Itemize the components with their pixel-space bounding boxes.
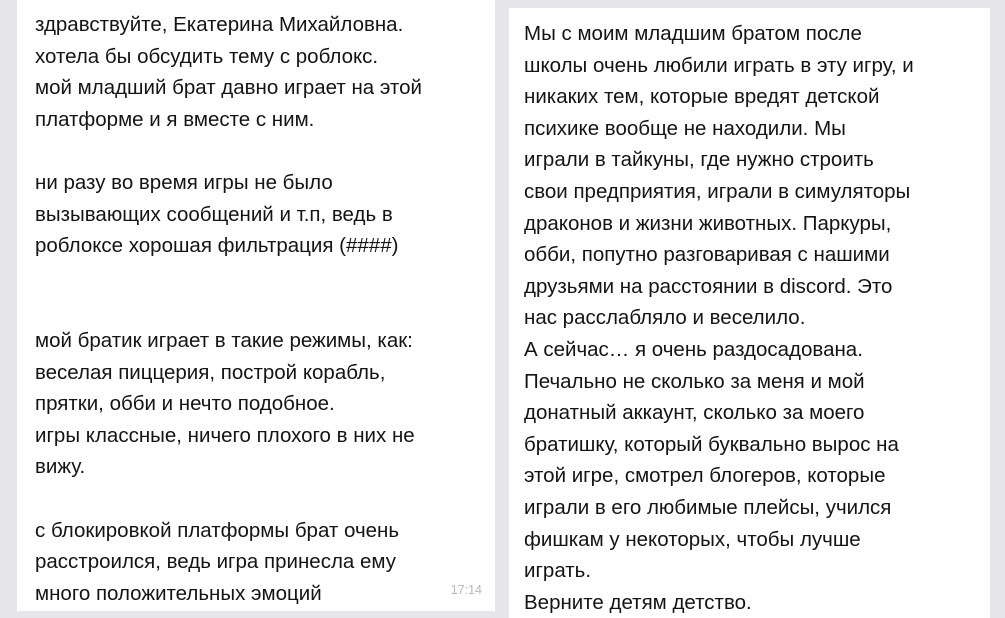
message-line: вызывающих сообщений и т.п, ведь в	[35, 202, 393, 226]
message-line-blank	[35, 262, 485, 294]
message-line: расстроился, ведь игра принесла ему	[35, 550, 396, 574]
message-line: мой младший брат давно играет на этой	[35, 76, 422, 100]
message-line: никаких тем, которые вредят детской	[524, 85, 880, 109]
message-line: много положительных эмоций	[35, 581, 322, 605]
message-line: обби, попутно разговаривая с нашими	[524, 243, 890, 267]
message-line: ни разу во время игры не было	[35, 170, 333, 194]
message-line: школы очень любили играть в эту игру, и	[524, 53, 914, 77]
message-line: играть.	[524, 559, 592, 583]
message-line: веселая пиццерия, построй корабль,	[35, 360, 386, 384]
message-line: друзьями на расстоянии в discord. Это	[524, 274, 893, 298]
message-line-blank	[35, 293, 485, 325]
message-line: с блокировкой платформы брат очень	[35, 518, 400, 542]
message-line: Верните детям детство.	[524, 590, 752, 614]
message-line: А сейчас… я очень раздосадована.	[524, 337, 863, 361]
message-line: свои предприятия, играли в симуляторы	[524, 179, 911, 203]
message-line: играли в его любимые плейсы, учился	[524, 495, 892, 519]
message-line: игры классные, ничего плохого в них не	[35, 423, 415, 447]
message-line-blank	[35, 135, 485, 167]
message-line: здравствуйте, Екатерина Михайловна.	[35, 13, 404, 36]
message-line: хотела бы обсудить тему с роблокс.	[35, 44, 379, 68]
message-line: братишку, который буквально вырос на	[524, 432, 899, 456]
message-line: Мы с моим младшим братом после	[524, 22, 862, 45]
message-line-blank	[35, 483, 485, 515]
message-line: Печально не сколько за меня и мой	[524, 369, 865, 393]
message-line: играли в тайкуны, где нужно строить	[524, 148, 874, 172]
message-text-right	[524, 18, 982, 618]
message-line: платформе и я вместе с ним.	[35, 107, 315, 131]
message-line: нас расслабляло и веселило.	[524, 306, 806, 330]
message-line: фишкам у некоторых, чтобы лучше	[524, 527, 861, 551]
message-line: вижу.	[35, 455, 86, 479]
message-bubble-left[interactable]	[17, 0, 495, 611]
message-line: мой братик играет в такие режимы, как:	[35, 328, 413, 352]
message-line: психике вообще не находили. Мы	[524, 116, 846, 140]
message-line: донатный аккаунт, сколько за моего	[524, 401, 865, 425]
message-line: драконов и жизни животных. Паркуры,	[524, 211, 892, 235]
message-text-left	[35, 9, 485, 609]
message-line: прятки, обби и нечто подобное.	[35, 392, 335, 416]
message-line: роблоксе хорошая фильтрация (####)	[35, 234, 399, 258]
message-timestamp: 17:14	[450, 583, 482, 597]
message-line: этой игре, смотрел блогеров, которые	[524, 464, 886, 488]
message-bubble-right[interactable]	[509, 8, 990, 618]
